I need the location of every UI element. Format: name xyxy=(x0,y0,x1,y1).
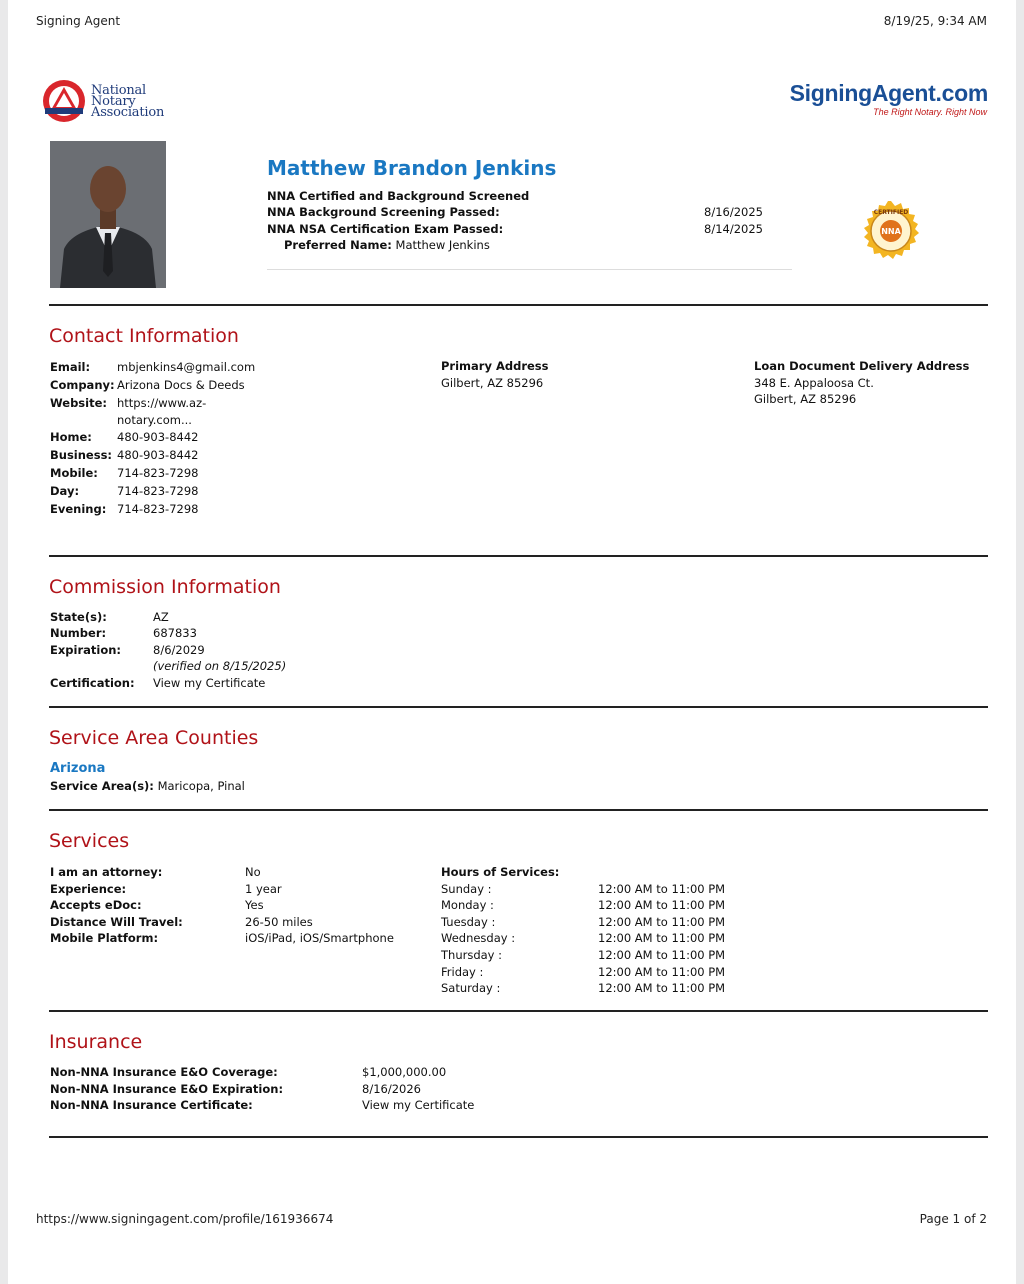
mobile-platform-value: iOS/iPad, iOS/Smartphone xyxy=(245,931,394,946)
hours-row xyxy=(441,947,761,964)
profile-divider xyxy=(267,269,792,270)
contact-section-title: Contact Information xyxy=(49,325,239,347)
hours-time: 12:00 AM to 11:00 PM xyxy=(598,914,726,929)
print-header-site: Signing Agent xyxy=(36,14,121,28)
hours-row xyxy=(441,897,761,914)
section-rule xyxy=(49,1010,988,1012)
profile-photo xyxy=(50,141,166,288)
company-value: Arizona Docs & Deeds xyxy=(117,378,245,392)
exam-date: 8/14/2025 xyxy=(704,222,763,236)
website-link[interactable] xyxy=(117,395,206,428)
nna-logo-line2: Notary xyxy=(91,94,136,109)
hours-row xyxy=(441,964,761,981)
experience-value: 1 year xyxy=(245,881,282,896)
view-commission-certificate-link[interactable]: View my Certificate xyxy=(153,676,266,690)
signingagent-logo: SigningAgent.com xyxy=(789,80,988,106)
exam-label: NNA NSA Certification Exam Passed: xyxy=(267,222,504,236)
hours-day: Saturday : xyxy=(441,981,501,996)
hours-row xyxy=(441,980,761,997)
hours-day: Tuesday : xyxy=(441,914,496,929)
contact-row-mobile xyxy=(50,465,250,483)
delivery-address-label: Loan Document Delivery Address xyxy=(754,359,970,373)
certified-line: NNA Certified and Background Screened xyxy=(267,189,530,203)
states-label: State(s): xyxy=(50,610,107,624)
contact-label: Home: xyxy=(50,430,92,444)
contact-label: Website: xyxy=(50,396,107,410)
email-value[interactable]: mbjenkins4@gmail.com xyxy=(117,360,256,374)
seal-center: NNA xyxy=(881,227,901,236)
website-value-line1: https://www.az- xyxy=(117,396,207,410)
contact-label: Evening: xyxy=(50,502,107,516)
hours-day: Sunday : xyxy=(441,881,492,896)
services-row xyxy=(50,930,430,947)
eo-coverage-value: $1,000,000.00 xyxy=(362,1065,447,1079)
evening-phone-value: 714-823-7298 xyxy=(117,502,199,516)
services-label: Accepts eDoc: xyxy=(50,898,142,913)
service-areas-value: Maricopa, Pinal xyxy=(157,779,245,793)
contact-label: Email: xyxy=(50,360,91,374)
services-row xyxy=(50,881,430,898)
contact-row-email xyxy=(50,359,256,377)
certified-seal xyxy=(860,200,922,262)
service-areas-label: Service Area(s): xyxy=(50,779,154,793)
hours-time: 12:00 AM to 11:00 PM xyxy=(598,898,726,913)
hours-day: Monday : xyxy=(441,898,494,913)
print-footer-page: Page 1 of 2 xyxy=(919,1212,987,1226)
signingagent-tagline: The Right Notary. Right Now xyxy=(873,107,987,117)
hours-row xyxy=(441,881,761,898)
screening-label: NNA Background Screening Passed: xyxy=(267,205,500,219)
commission-expiration-value: 8/6/2029 xyxy=(153,643,205,657)
mobile-phone-value: 714-823-7298 xyxy=(117,466,199,480)
eo-expiration-label: Non-NNA Insurance E&O Expiration: xyxy=(50,1082,284,1096)
contact-label: Mobile: xyxy=(50,466,98,480)
nna-logo xyxy=(41,78,191,124)
contact-label: Business: xyxy=(50,448,113,462)
commission-number-value: 687833 xyxy=(153,626,197,640)
nna-emblem-icon xyxy=(41,78,87,124)
services-row xyxy=(50,897,430,914)
section-rule xyxy=(49,555,988,557)
contact-details xyxy=(50,359,256,519)
view-insurance-certificate-link[interactable]: View my Certificate xyxy=(362,1098,475,1112)
edoc-value: Yes xyxy=(245,898,264,913)
states-value: AZ xyxy=(153,610,169,624)
day-phone-value: 714-823-7298 xyxy=(117,484,199,498)
hours-title: Hours of Services: xyxy=(441,865,560,879)
preferred-name xyxy=(284,237,490,254)
hours-row xyxy=(441,914,761,931)
nna-logo-line1: National xyxy=(91,83,147,98)
delivery-address-line1: 348 E. Appaloosa Ct. xyxy=(754,375,874,390)
print-page xyxy=(8,0,1016,1284)
insurance-certificate-label: Non-NNA Insurance Certificate: xyxy=(50,1098,253,1112)
services-details xyxy=(50,864,430,947)
contact-row-day xyxy=(50,483,250,501)
section-rule xyxy=(49,1136,988,1138)
services-row xyxy=(50,864,430,881)
contact-row-home xyxy=(50,429,250,447)
section-rule xyxy=(49,304,988,306)
services-label: Distance Will Travel: xyxy=(50,914,183,929)
hours-day: Friday : xyxy=(441,964,484,979)
contact-row-company xyxy=(50,377,250,395)
hours-time: 12:00 AM to 11:00 PM xyxy=(598,947,726,962)
hours-time: 12:00 AM to 11:00 PM xyxy=(598,964,726,979)
website-value-line2: notary.com... xyxy=(117,412,192,427)
person-avatar-icon xyxy=(50,141,166,288)
services-label: Mobile Platform: xyxy=(50,931,159,946)
contact-label: Company: xyxy=(50,378,115,392)
hours-day: Wednesday : xyxy=(441,931,516,946)
insurance-section-title: Insurance xyxy=(49,1031,143,1053)
service-area-state: Arizona xyxy=(50,761,106,776)
business-phone-value: 480-903-8442 xyxy=(117,448,199,462)
hours-time: 12:00 AM to 11:00 PM xyxy=(598,981,726,996)
services-label: Experience: xyxy=(50,881,127,896)
seal-text: CERTIFIED xyxy=(873,209,909,216)
agent-name: Matthew Brandon Jenkins xyxy=(267,156,557,180)
eo-coverage-label: Non-NNA Insurance E&O Coverage: xyxy=(50,1065,278,1079)
services-label: I am an attorney: xyxy=(50,865,163,879)
section-rule xyxy=(49,706,988,708)
primary-address xyxy=(441,358,548,391)
contact-row-website xyxy=(50,395,250,429)
hours-of-service xyxy=(441,864,761,997)
certification-label: Certification: xyxy=(50,676,135,690)
hours-row xyxy=(441,930,761,947)
hours-time: 12:00 AM to 11:00 PM xyxy=(598,931,726,946)
commission-number-label: Number: xyxy=(50,626,107,640)
hours-day: Thursday : xyxy=(441,947,503,962)
delivery-address xyxy=(754,358,969,408)
contact-label: Day: xyxy=(50,484,80,498)
attorney-value: No xyxy=(245,865,261,879)
contact-row-evening xyxy=(50,501,250,519)
home-phone-value: 480-903-8442 xyxy=(117,430,199,444)
print-footer-url: https://www.signingagent.com/profile/161936674 xyxy=(36,1212,334,1226)
services-row xyxy=(50,914,430,931)
service-areas xyxy=(50,778,245,795)
preferred-name-value: Matthew Jenkins xyxy=(395,238,490,252)
print-header-datetime: 8/19/25, 9:34 AM xyxy=(883,14,987,28)
commission-expiration-label: Expiration: xyxy=(50,643,122,657)
travel-distance-value: 26-50 miles xyxy=(245,914,313,929)
service-area-section-title: Service Area Counties xyxy=(49,727,259,749)
primary-address-label: Primary Address xyxy=(441,359,549,373)
eo-expiration-value: 8/16/2026 xyxy=(362,1082,421,1096)
delivery-address-line2: Gilbert, AZ 85296 xyxy=(754,392,857,406)
commission-section-title: Commission Information xyxy=(49,576,281,598)
preferred-name-label: Preferred Name: xyxy=(284,238,392,252)
nna-logo-line3: Association xyxy=(91,105,165,120)
section-rule xyxy=(49,809,988,811)
verified-note: (verified on 8/15/2025) xyxy=(153,659,287,673)
hours-time: 12:00 AM to 11:00 PM xyxy=(598,881,726,896)
contact-row-business xyxy=(50,447,250,465)
services-section-title: Services xyxy=(49,830,130,852)
screening-date: 8/16/2025 xyxy=(704,205,763,219)
primary-address-line: Gilbert, AZ 85296 xyxy=(441,375,544,390)
